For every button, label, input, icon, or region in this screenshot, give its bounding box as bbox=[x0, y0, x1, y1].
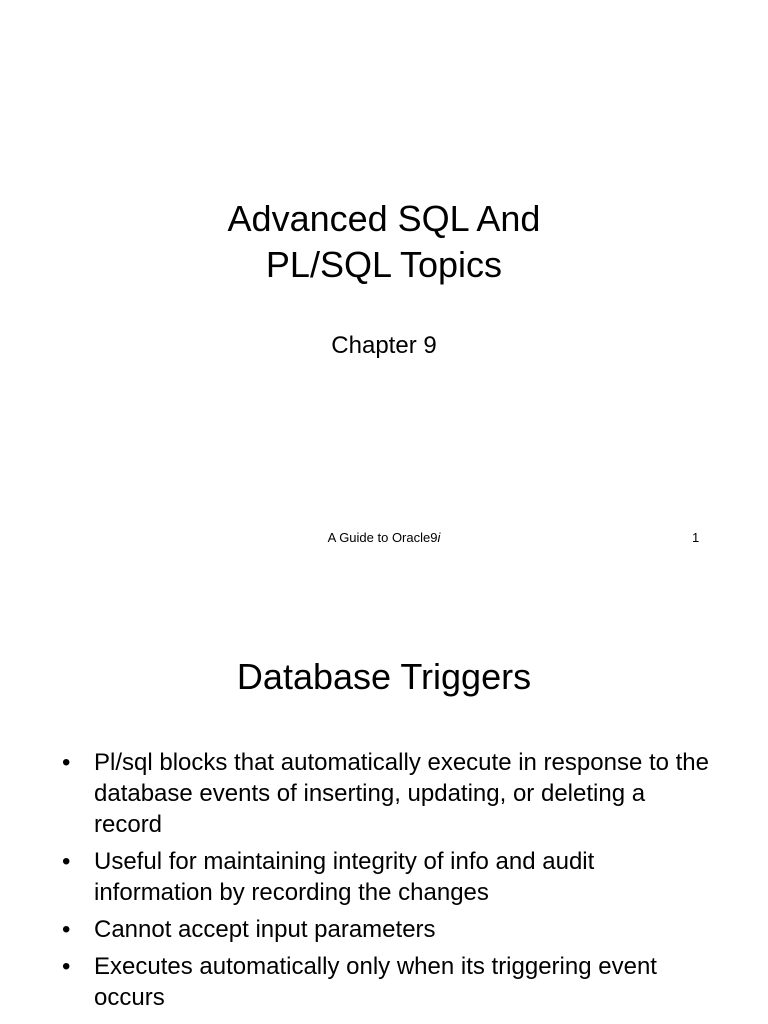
chapter-subtitle: Chapter 9 bbox=[331, 332, 437, 359]
bullet-text: Cannot accept input parameters bbox=[94, 916, 436, 943]
slide-title bbox=[0, 196, 768, 288]
bullet-text: Useful for maintaining integrity of info and audit information by recording the changes bbox=[94, 848, 595, 906]
bullet-item bbox=[62, 914, 712, 945]
bullet-list bbox=[62, 747, 712, 1019]
bullet-text: Executes automatically only when its triggering event occurs bbox=[94, 953, 657, 1011]
footer-label: A Guide to Oracle9 bbox=[327, 530, 438, 545]
bullet-icon: • bbox=[62, 848, 71, 875]
slide-title: Database Triggers bbox=[236, 656, 532, 697]
bullet-text: Pl/sql blocks that automatically execute in response to the database events of inserting, updating, or deleting a record bbox=[94, 749, 709, 838]
bullet-item bbox=[62, 747, 712, 840]
bullet-item bbox=[62, 951, 712, 1013]
title-line-2: PL/SQL Topics bbox=[265, 244, 503, 285]
footer-italic-suffix: i bbox=[437, 530, 441, 545]
bullet-item bbox=[62, 846, 712, 908]
title-line-1: Advanced SQL And bbox=[227, 198, 541, 239]
page-number: 1 bbox=[692, 530, 700, 545]
footer-text bbox=[0, 529, 768, 547]
bullet-icon: • bbox=[62, 916, 71, 943]
bullet-icon: • bbox=[62, 749, 71, 776]
bullet-icon: • bbox=[62, 953, 71, 980]
slide-2 bbox=[0, 600, 768, 1024]
